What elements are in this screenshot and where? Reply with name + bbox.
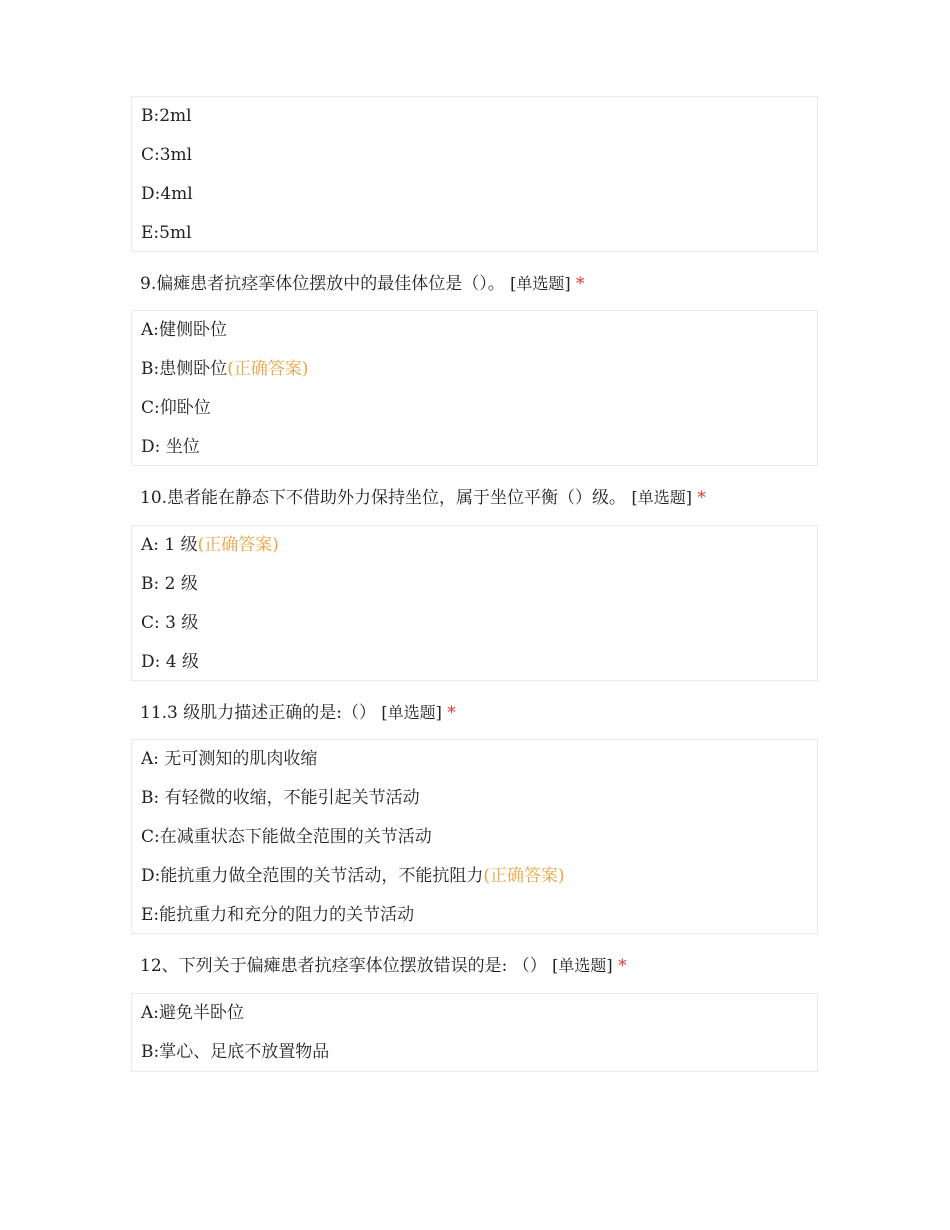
- option-a[interactable]: A:避免半卧位: [141, 1003, 245, 1023]
- options-box-q11: [131, 739, 818, 934]
- correct-answer-label: (正确答案): [197, 535, 279, 555]
- question-type-tag: [单选题]: [381, 703, 442, 722]
- question-type-tag: [单选题]: [552, 956, 613, 975]
- option-d[interactable]: [132, 857, 817, 896]
- question-12-title: [140, 954, 627, 978]
- option-b[interactable]: B: 有轻微的收缩，不能引起关节活动: [141, 788, 420, 808]
- option-b[interactable]: B: 2 级: [141, 574, 198, 594]
- option-a[interactable]: A: 无可测知的肌肉收缩: [141, 749, 318, 769]
- option-c[interactable]: C: 3 级: [141, 613, 199, 633]
- option-e[interactable]: E:能抗重力和充分的阻力的关节活动: [141, 905, 415, 925]
- question-11-title: [140, 701, 456, 725]
- option-text: D:能抗重力做全范围的关节活动，不能抗阻力: [141, 866, 484, 886]
- options-box-q9: [131, 310, 818, 466]
- options-box-q8: [131, 96, 818, 252]
- question-type-tag: [单选题]: [631, 488, 692, 507]
- option-text: A: 1 级: [141, 535, 198, 555]
- option-b[interactable]: B:掌心、足底不放置物品: [141, 1042, 330, 1062]
- option-a[interactable]: [132, 526, 817, 565]
- option-b[interactable]: [132, 350, 817, 389]
- option-e[interactable]: E:5ml: [141, 223, 192, 243]
- question-type-tag: [单选题]: [510, 274, 571, 293]
- option-text: B:患侧卧位: [141, 359, 228, 379]
- option-b[interactable]: B:2ml: [141, 106, 192, 126]
- option-c[interactable]: C:仰卧位: [141, 398, 211, 418]
- question-text: 12、下列关于偏瘫患者抗痉挛体位摆放错误的是: （）: [140, 956, 547, 976]
- required-mark: *: [618, 956, 627, 976]
- required-mark: *: [697, 488, 706, 508]
- option-c[interactable]: C:3ml: [141, 145, 193, 165]
- question-text: 11.3 级肌力描述正确的是:（）: [140, 703, 376, 723]
- correct-answer-label: (正确答案): [483, 866, 565, 886]
- question-text: 10.患者能在静态下不借助外力保持坐位，属于坐位平衡（）级。: [140, 488, 627, 508]
- option-a[interactable]: A:健侧卧位: [141, 320, 228, 340]
- question-text: 9.偏瘫患者抗痉挛体位摆放中的最佳体位是（）。: [140, 274, 505, 294]
- option-d[interactable]: D: 坐位: [141, 437, 200, 457]
- question-10-title: [140, 486, 706, 510]
- question-9-title: [140, 272, 585, 296]
- required-mark: *: [576, 274, 585, 294]
- options-box-q12: [131, 993, 818, 1072]
- option-d[interactable]: D:4ml: [141, 184, 193, 204]
- option-c[interactable]: C:在减重状态下能做全范围的关节活动: [141, 827, 432, 847]
- required-mark: *: [447, 703, 456, 723]
- correct-answer-label: (正确答案): [227, 359, 309, 379]
- option-d[interactable]: D: 4 级: [141, 652, 199, 672]
- options-box-q10: [131, 525, 818, 681]
